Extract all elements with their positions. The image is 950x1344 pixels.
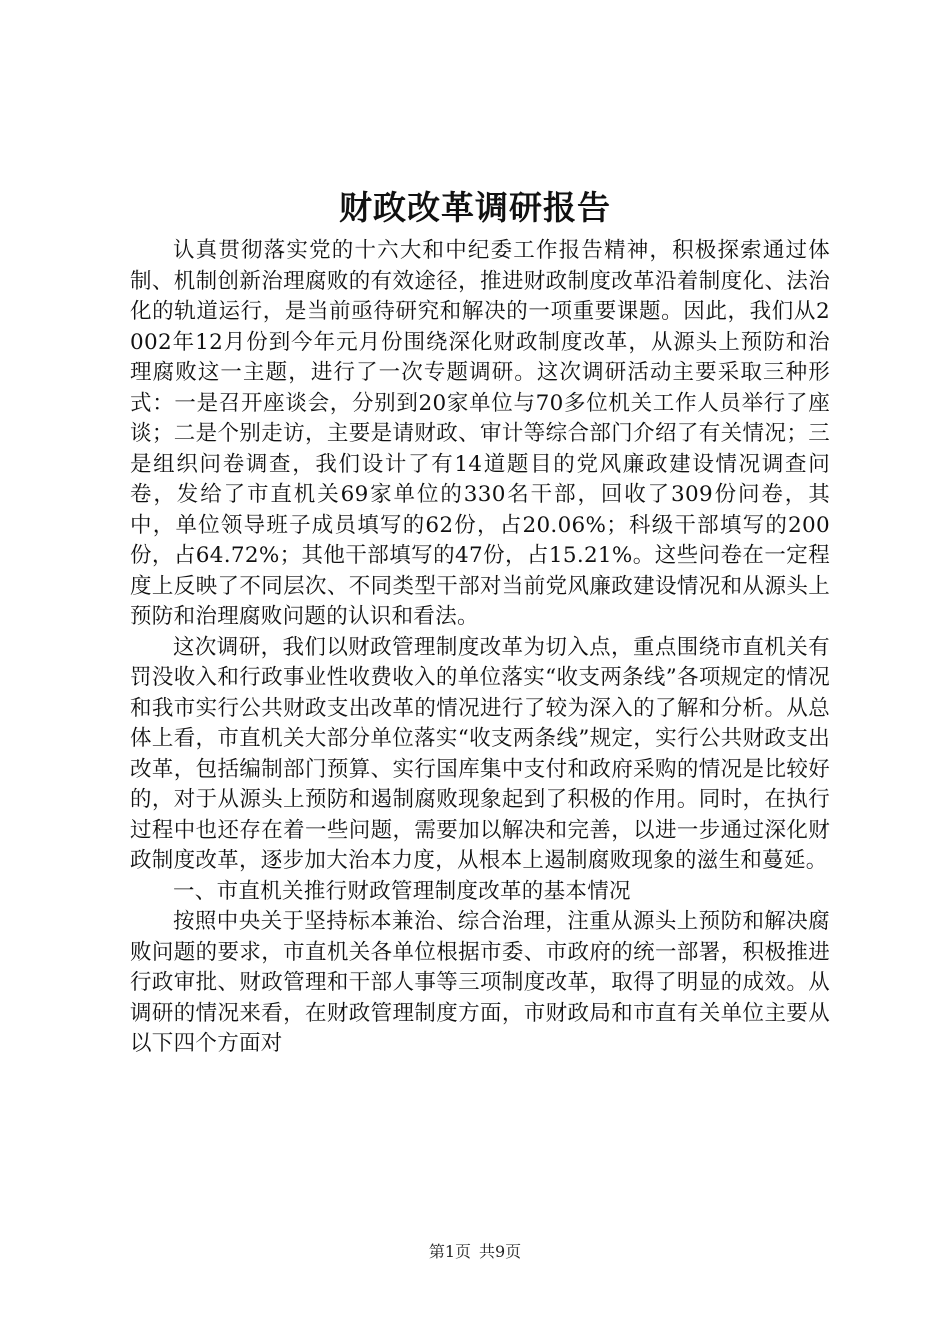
paragraph-section-one: 按照中央关于坚持标本兼治、综合治理，注重从源头上预防和解决腐败问题的要求，市直机关各单位根据市委、市政府的统一部署，积极推进行政审批、财政管理和干部人事等三项制度改革，取得了明显的成效。从调研的情况来看，在财政管理制度方面，市财政局和市直有关单位主要从以下四个方面对 xyxy=(130,909,830,1056)
page-footer xyxy=(0,1240,950,1264)
paragraph-intro: 认真贯彻落实党的十六大和中纪委工作报告精神，积极探索通过体制、机制创新治理腐败的有效途径，推进财政制度改革沿着制度化、法治化的轨道运行，是当前亟待研究和解决的一项重要课题。因此，我们从2002年12月份到今年元月份围绕深化财政制度改革，从源头上预防和治理腐败这一主题，进行了一次专题调研。这次调研活动主要采取三种形式：一是召开座谈会，分别到20家单位与70多位机关工作人员举行了座谈；二是个别走访，主要是请财政、审计等综合部门介绍了有关情况；三是组织问卷调查，我们设计了有14道题目的党风廉政建设情况调查问卷，发给了市直机关69家单位的330名干部，回收了309份问卷，其中，单位领导班子成员填写的62份，占20.06%；科级干部填写的200份，占64.72%；其他干部填写的47份，占15.21%。这些问卷在一定程度上反映了不同层次、不同类型干部对当前党风廉政建设情况和从源头上预防和治理腐败问题的认识和看法。 xyxy=(130,238,830,629)
page-total: 共9页 xyxy=(479,1242,522,1261)
page-number: 第1页 xyxy=(428,1242,471,1261)
paragraph-overview: 这次调研，我们以财政管理制度改革为切入点，重点围绕市直机关有罚没收入和行政事业性收费收入的单位落实“收支两条线”各项规定的情况和我市实行公共财政支出改革的情况进行了较为深入的了解和分析。从总体上看，市直机关大部分单位落实“收支两条线”规定，实行公共财政支出改革，包括编制部门预算、实行国库集中支付和政府采购的情况是比较好的，对于从源头上预防和遏制腐败现象起到了积极的作用。同时，在执行过程中也还存在着一些问题，需要加以解决和完善，以进一步通过深化财政制度改革，逐步加大治本力度，从根本上遏制腐败现象的滋生和蔓延。 xyxy=(130,634,830,873)
section-heading: 一、市直机关推行财政管理制度改革的基本情况 xyxy=(173,878,631,904)
document-body xyxy=(130,236,830,1060)
page-title: 财政改革调研报告 xyxy=(339,188,611,227)
